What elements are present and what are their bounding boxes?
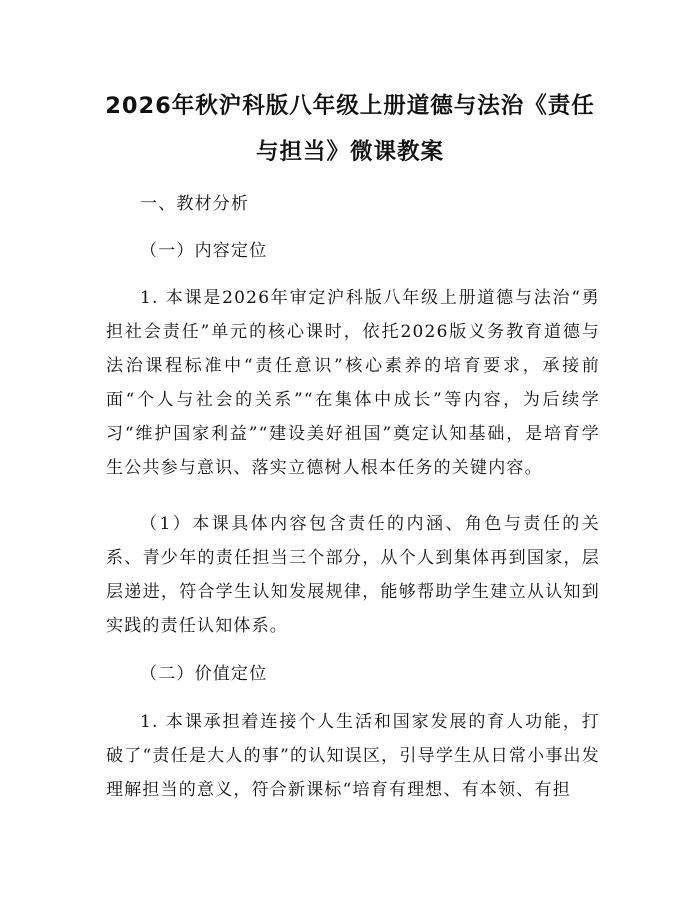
paragraph-content-positioning: 1. 本课是2026年审定沪科版八年级上册道德与法治“勇担社会责任”单元的核心课时，依托2026版义务教育道德与法治课程标准中“责任意识”核心素养的培育要求，承接前面“个人与社会的关系”“在集体中成长”等内容，为后续学习“维护国家利益”“建设美好祖国”奠定认知基础，是培育学生公共参与意识、落实立德树人根本任务的关键内容。 [106,288,600,478]
section-heading-analysis: 一、教材分析 [140,194,250,214]
paragraph-value-positioning: 1. 本课承担着连接个人生活和国家发展的育人功能，打破了“责任是大人的事”的认知误区，引导学生从日常小事出发理解担当的意义，符合新课标“培育有理想、有本领、有担 [106,712,600,800]
subsection-heading-value: （二）价值定位 [140,664,268,684]
paragraph-content-structure: （1）本课具体内容包含责任的内涵、角色与责任的关系、青少年的责任担当三个部分，从个人到集体再到国家，层层递进，符合学生认知发展规律，能够帮助学生建立从认知到实践的责任认知体系。 [106,514,600,636]
document-title: 2026年秋沪科版八年级上册道德与法治《责任与担当》微课教案 [105,93,595,165]
subsection-heading-content: （一）内容定位 [140,241,268,261]
